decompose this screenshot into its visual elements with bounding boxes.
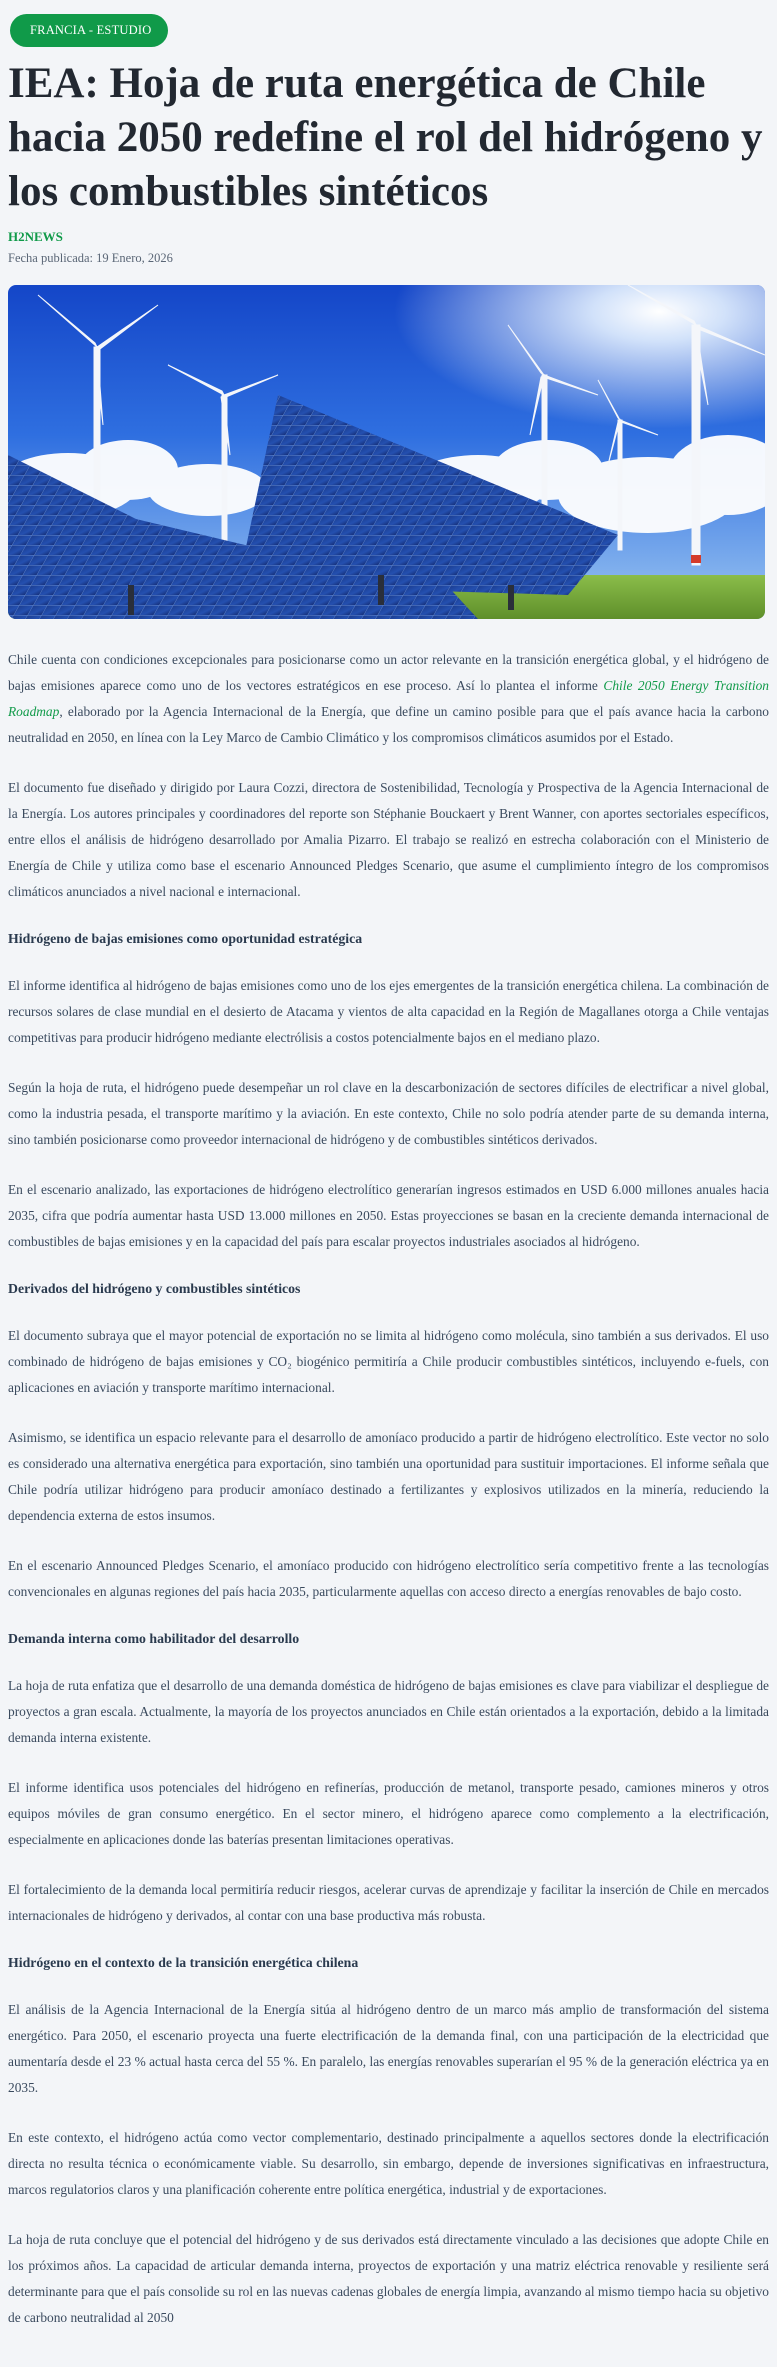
section-heading: Derivados del hidrógeno y combustibles sintéticos — [8, 1281, 301, 1296]
paragraph: El documento subraya que el mayor potencial de exportación no se limita al hidrógeno como molécula, sino también a sus derivados. El uso combinado de hidrógeno de bajas emisiones y CO₂ biogénico permitiría a Chile producir combustibles sintéticos, incluyendo e-fuels, con aplicaciones en aviación y transporte marítimo internacional. — [8, 1328, 769, 1395]
paragraph: Según la hoja de ruta, el hidrógeno puede desempeñar un rol clave en la descarbonización de sectores difíciles de electrificar a nivel global, como la industria pesada, el transporte marítimo y la aviación. En este contexto, Chile no solo podría atender parte de su demanda interna, sino también posicionarse como proveedor internacional de hidrógeno y de combustibles sintéticos derivados. — [8, 1080, 769, 1147]
section-heading: Hidrógeno de bajas emisiones como oportunidad estratégica — [8, 931, 363, 946]
paragraph — [8, 647, 769, 751]
hero-image — [8, 285, 765, 619]
paragraph: El análisis de la Agencia Internacional de la Energía sitúa al hidrógeno dentro de un marco más amplio de transformación del sistema energético. Para 2050, el escenario proyecta una fuerte electrificación de la demanda final, con una participación de la electricidad que aumentaría desde el 23 % actual hasta cerca del 55 %. En paralelo, las energías renovables superarían el 95 % de la generación eléctrica ya en 2035. — [8, 2002, 769, 2095]
report-link[interactable]: Chile 2050 Energy Transition Roadmap — [8, 678, 769, 719]
paragraph: En el escenario Announced Pledges Scenario, el amoníaco producido con hidrógeno electrolítico sería competitivo frente a las tecnologías convencionales en algunas regiones del país hacia 2035, particularmente aquellas con acceso directo a energías renovables de bajo costo. — [8, 1558, 769, 1599]
paragraph: La hoja de ruta enfatiza que el desarrollo de una demanda doméstica de hidrógeno de bajas emisiones es clave para viabilizar el despliegue de proyectos a gran escala. Actualmente, la mayoría de los proyectos anunciados en Chile están orientados a la exportación, debido a la limitada demanda interna existente. — [8, 1678, 769, 1745]
paragraph: Asimismo, se identifica un espacio relevante para el desarrollo de amoníaco producido a partir de hidrógeno electrolítico. Este vector no solo es considerado una alternativa energética para exportación, sino también una oportunidad para sustituir importaciones. El informe señala que Chile podría utilizar hidrógeno para producir amoníaco destinado a fertilizantes y explosivos utilizados en la minería, reduciendo la dependencia externa de estos insumos. — [8, 1430, 769, 1523]
paragraph: El documento fue diseñado y dirigido por Laura Cozzi, directora de Sostenibilidad, Tecnología y Prospectiva de la Agencia Internacional de la Energía. Los autores principales y coordinadores del reporte son Stéphanie Bouckaert y Brent Wanner, con aportes sectoriales específicos, entre ellos el análisis de hidrógeno desarrollado por Amalia Pizarro. El trabajo se realizó en estrecha colaboración con el Ministerio de Energía de Chile y utiliza como base el escenario Announced Pledges Scenario, que asume el cumplimiento íntegro de los compromisos climáticos anunciados a nivel nacional e internacional. — [8, 780, 769, 899]
source-label[interactable]: H2NEWS — [8, 229, 63, 244]
section-heading: Hidrógeno en el contexto de la transición energética chilena — [8, 1955, 359, 1970]
paragraph: El informe identifica usos potenciales del hidrógeno en refinerías, producción de metanol, transporte pesado, camiones mineros y otros equipos móviles de gran consumo energético. En el sector minero, el hidrógeno aparece como complemento a la electrificación, especialmente en aplicaciones donde las baterías presentan limitaciones operativas. — [8, 1780, 769, 1847]
paragraph: El fortalecimiento de la demanda local permitiría reducir riesgos, acelerar curvas de aprendizaje y facilitar la inserción de Chile en mercados internacionales de hidrógeno y derivados, al contar con una base productiva más robusta. — [8, 1882, 769, 1923]
section-heading: Demanda interna como habilitador del desarrollo — [8, 1631, 300, 1646]
paragraph: El informe identifica al hidrógeno de bajas emisiones como uno de los ejes emergentes de la transición energética chilena. La combinación de recursos solares de clase mundial en el desierto de Atacama y vientos de alta capacidad en la Región de Magallanes otorga a Chile ventajas competitivas para producir hidrógeno mediante electrólisis a costos potencialmente bajos en el mediano plazo. — [8, 978, 769, 1045]
article-title: IEA: Hoja de ruta energética de Chile hacia 2050 redefine el rol del hidrógeno y los combustibles sintéticos — [8, 60, 763, 215]
paragraph-text: , elaborado por la Agencia Internacional de la Energía, que define un camino posible para que el país avance hacia la carbono neutralidad en 2050, en línea con la Ley Marco de Cambio Climático y los compromisos climáticos asumidos por el Estado. — [8, 704, 769, 745]
category-badge[interactable]: FRANCIA - ESTUDIO — [10, 14, 168, 47]
paragraph: En el escenario analizado, las exportaciones de hidrógeno electrolítico generarían ingresos estimados en USD 6.000 millones anuales hacia 2035, cifra que podría aumentar hasta USD 13.000 millones en 2050. Estas proyecciones se basan en la creciente demanda internacional de combustibles de bajas emisiones y en la capacidad del país para escalar proyectos industriales asociados al hidrógeno. — [8, 1182, 769, 1249]
paragraph-text: Chile cuenta con condiciones excepcionales para posicionarse como un actor relevante en la transición energética global, y el hidrógeno de bajas emisiones aparece como uno de los vectores estratégicos en ese proceso. Así lo plantea el informe — [8, 652, 769, 693]
paragraph: En este contexto, el hidrógeno actúa como vector complementario, destinado principalmente a aquellos sectores donde la electrificación directa no resulta técnica o económicamente viable. Su desarrollo, sin embargo, depende de inversiones significativas en infraestructura, marcos regulatorios claros y una planificación coherente entre política energética, industrial y de exportaciones. — [8, 2130, 769, 2197]
paragraph: La hoja de ruta concluye que el potencial del hidrógeno y de sus derivados está directamente vinculado a las decisiones que adopte Chile en los próximos años. La capacidad de articular demanda interna, proyectos de exportación y una matriz eléctrica renovable y resiliente será determinante para que el país consolide su rol en las nuevas cadenas globales de energía limpia, avanzando al mismo tiempo hacia su objetivo de carbono neutralidad al 2050 — [8, 2232, 769, 2325]
publish-date: Fecha publicada: 19 Enero, 2026 — [8, 251, 173, 265]
